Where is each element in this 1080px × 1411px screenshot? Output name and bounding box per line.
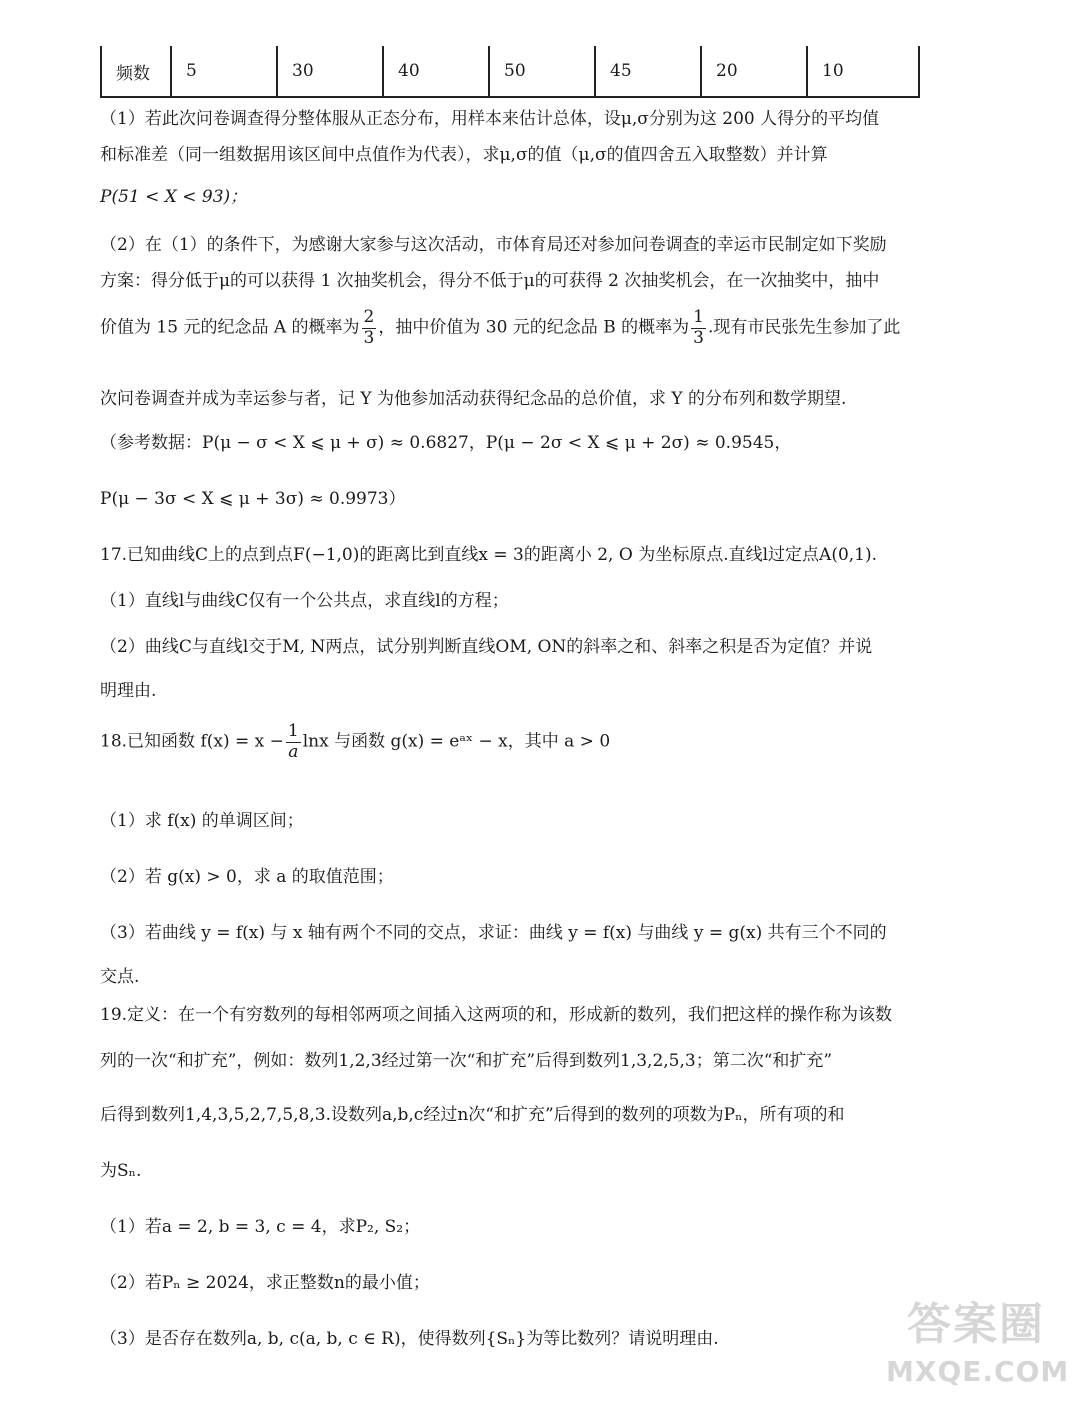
q19-stem-line2: 列的一次“和扩充”，例如：数列1,2,3经过第一次“和扩充”后得到数列1,3,2,5,3；第二次“和扩充”: [100, 1051, 833, 1071]
q18-stem: [100, 722, 980, 762]
q19-part1: （1）若a = 2, b = 3, c = 4，求P₂, S₂；: [100, 1217, 421, 1237]
q16-part2-line2: 方案：得分低于μ的可以获得 1 次抽奖机会，得分不低于μ的可获得 2 次抽奖机会，在一次抽奖中，抽中: [100, 271, 880, 291]
table-cell: 10: [807, 46, 919, 97]
text-segment: 价值为 15 元的纪念品 A 的概率为: [100, 317, 360, 338]
text-segment: 18.已知函数 f(x) = x −: [100, 731, 284, 752]
fraction: [286, 722, 301, 762]
q18-part2: （2）若 g(x) > 0，求 a 的取值范围；: [100, 867, 394, 887]
q16-reference-line2: P(μ − 3σ < X ⩽ μ + 3σ) ≈ 0.9973）: [100, 489, 406, 509]
table-cell: 45: [595, 46, 701, 97]
q16-part1-line1: （1）若此次问卷调查得分整体服从正态分布，用样本来估计总体，设μ,σ分别为这 200 人得分的平均值: [100, 109, 880, 129]
q18-part3-line1: （3）若曲线 y = f(x) 与 x 轴有两个不同的交点，求证：曲线 y = f(x) 与曲线 y = g(x) 共有三个不同的: [100, 923, 887, 943]
q16-part2-line1: （2）在（1）的条件下，为感谢大家参与这次活动，市体育局还对参加问卷调查的幸运市民制定如下奖励: [100, 235, 887, 255]
text-segment: ，抽中价值为 30 元的纪念品 B 的概率为: [378, 317, 690, 338]
q19-part2: （2）若Pₙ ≥ 2024，求正整数n的最小值；: [100, 1273, 430, 1293]
q17-stem: 17.已知曲线C上的点到点F(−1,0)的距离比到直线x = 3的距离小 2, O 为坐标原点.直线l过定点A(0,1).: [100, 545, 878, 565]
watermark-site-text: MXQE.COM: [886, 1355, 1070, 1388]
text-segment: lnx 与函数 g(x) = eᵃˣ − x，其中 a > 0: [302, 731, 611, 752]
q16-part2-line4: 次问卷调查并成为幸运参与者，记 Y 为他参加活动获得纪念品的总价值，求 Y 的分布列和数学期望.: [100, 389, 847, 409]
q16-part2-line3: [100, 308, 980, 348]
table-row: [101, 46, 919, 97]
q16-part1-line2: 和标准差（同一组数据用该区间中点值作为代表），求μ,σ的值（μ,σ的值四舍五入取整数）并计算: [100, 145, 828, 165]
fraction: [362, 308, 377, 348]
watermark-logo: [886, 1295, 1070, 1405]
fraction-numerator: 1: [693, 307, 704, 327]
q16-part1-line3: P(51 < X < 93)；: [100, 187, 248, 207]
q19-stem-line3: 后得到数列1,4,3,5,2,7,5,8,3.设数列a,b,c经过n次“和扩充”后得到的数列的项数为Pₙ，所有项的和: [100, 1105, 845, 1125]
table-cell: 30: [277, 46, 383, 97]
q17-part2-line2: 明理由.: [100, 681, 157, 701]
fraction-denominator: a: [288, 741, 299, 762]
fraction-numerator: 1: [287, 721, 299, 741]
frequency-table: [100, 46, 920, 98]
table-cell: 5: [171, 46, 277, 97]
q18-part3-line2: 交点.: [100, 967, 140, 987]
q18-part1: （1）求 f(x) 的单调区间；: [100, 811, 304, 831]
q19-stem-line4: 为Sₙ.: [100, 1161, 142, 1181]
fraction-denominator: 3: [363, 327, 375, 348]
q19-part3: （3）是否存在数列a, b, c(a, b, c ∈ R)，使得数列{Sₙ}为等比数列？请说明理由.: [100, 1329, 719, 1349]
fraction-denominator: 3: [693, 327, 704, 348]
fraction: [691, 308, 706, 348]
table-cell: 50: [489, 46, 595, 97]
table-cell: 20: [701, 46, 807, 97]
table-row-label: 频数: [101, 46, 171, 97]
q16-reference-line1: （参考数据：P(μ − σ < X ⩽ μ + σ) ≈ 0.6827，P(μ − 2σ < X ⩽ μ + 2σ) ≈ 0.9545，: [100, 433, 792, 453]
fraction-numerator: 2: [363, 307, 375, 327]
q17-part2-line1: （2）曲线C与直线l交于M, N两点，试分别判断直线OM, ON的斜率之和、斜率之积是否为定值？并说: [100, 637, 873, 657]
watermark-logo-text: 答案圈: [907, 1299, 1045, 1350]
q17-part1: （1）直线l与曲线C仅有一个公共点，求直线l的方程；: [100, 591, 509, 611]
text-segment: .现有市民张先生参加了此: [707, 317, 901, 338]
q19-stem-line1: 19.定义：在一个有穷数列的每相邻两项之间插入这两项的和，形成新的数列，我们把这样的操作称为该数: [100, 1005, 893, 1025]
table-cell: 40: [383, 46, 489, 97]
